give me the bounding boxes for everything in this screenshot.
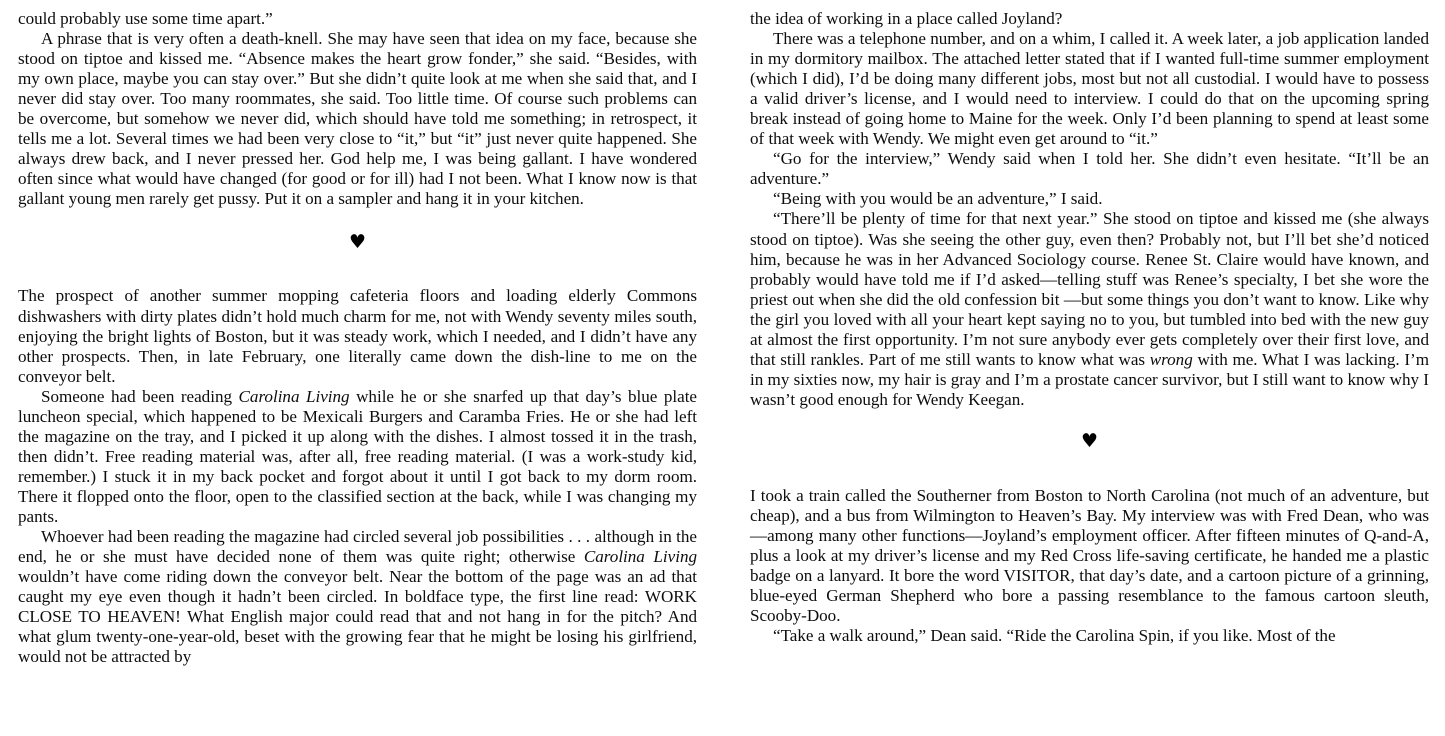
divider-top-spacer	[750, 410, 1429, 431]
heart-divider-icon: ♥	[348, 231, 367, 254]
paragraph-dialogue: “Take a walk around,” Dean said. “Ride the Carolina Spin, if you like. Most of the	[773, 626, 1336, 646]
magazine-title-italic: Carolina Living	[583, 547, 698, 567]
paragraph-continuation: the idea of working in a place called Joyland?	[750, 9, 1063, 28]
right-text-column	[750, 0, 1429, 646]
paragraph-dialogue: “Go for the interview,” Wendy said when I told her. She didn’t even hesitate. “It’ll be an adventure.”	[750, 149, 1429, 189]
magazine-title-italic: Carolina Living	[238, 386, 350, 406]
text-run: Whoever had been reading the magazine had circled several job possibilities . . . although in the end, he or she must have decided none of them was quite right; otherwise	[18, 527, 697, 567]
paragraph: I took a train called the Southerner from Boston to North Carolina (not much of an adventure, but cheap), and a bus from Wilmington to Heaven’s Bay. My interview was with Fred Dean, who was—among many other functions—Joyland’s employment officer. After fifteen minutes of Q-and-A, plus a look at my driver’s license and my Red Cross life-saving certificate, he handed me a plastic badge on a lanyard. It bore the word VISITOR, that day’s date, and a cartoon picture of a grinning, blue-eyed German Shepherd who bore a passing resemblance to the famous cartoon sleuth, Scooby-Doo.	[750, 485, 1429, 626]
text-run: wouldn’t have come riding down the conveyor belt. Near the bottom of the page was an ad that caught my eye even though it hadn’t been circled. In boldface type, the first line read: WORK CLOSE TO HEAVEN! What English major could read that and not hang in for the pitch? And what glum twenty-one-year-old, beset with the growing fear that he might be losing his girlfriend, would not be attracted by	[18, 567, 697, 667]
emphasis-italic: wrong	[1149, 349, 1193, 369]
paragraph: The prospect of another summer mopping cafeteria floors and loading elderly Commons dishwashers with dirty plates didn’t hold much charm for me, not with Wendy seventy miles south, enjoying the bright lights of Boston, but it was steady work, which I needed, and I didn’t have any other prospects. Then, in late February, one literally came down the dish-line to me on the conveyor belt.	[18, 286, 697, 386]
text-run: “There’ll be plenty of time for that next year.” She stood on tiptoe and kissed me (she always stood on tiptoe). Was she seeing the other guy, even then? Probably not, but I’ll bet she’d noticed him, because he was in her Advanced Sociology course. Renee St. Claire would have known, and probably would have told me if I’d asked—telling stuff was Renee’s specialty, I bet she wore the priest out when she did the old confession bit —but some things you don’t want to know. Like why the girl you loved with all your heart kept saying no to you, but tumbled into bed with the new guy at almost the first opportunity. I’m not sure anybody ever gets completely over their first love, and that still rankles. Part of me still wants to know what was	[750, 209, 1429, 369]
paragraph: A phrase that is very often a death-knell. She may have seen that idea on my face, because she stood on tiptoe and kissed me. “Absence makes the heart grow fonder,” she said. “Besides, with my own place, maybe you can stay over.” But she didn’t quite look at me when she said that, and I never did stay over. Too many roommates, she said. Too little time. Of course such problems can be overcome, but somehow we never did, which should have told me something; in retrospect, it tells me a lot. Several times we had been very close to “it,” but “it” just never quite happened. She always drew back, and I never pressed her. God help me, I was being gallant. I have wondered often since what would have changed (for good or for ill) had I not been. What I know now is that gallant young men rarely get pussy. Put it on a sampler and hang it in your kitchen.	[18, 29, 697, 209]
paragraph-continuation: could probably use some time apart.”	[18, 9, 273, 28]
right-column-top-spacer	[750, 0, 1429, 9]
paragraph-dialogue: “Being with you would be an adventure,” I said.	[773, 189, 1103, 209]
text-run: Someone had been reading	[41, 386, 239, 406]
divider-bottom-spacer	[18, 252, 697, 286]
paragraph-with-italic	[750, 209, 1429, 409]
left-column-top-spacer	[18, 0, 697, 9]
text-run: while he or she snarfed up that day’s blue plate luncheon special, which happened to be Mexicali Burgers and Caramba Fries. He or she had left the magazine on the tray, and I picked it up along with the dishes. I almost tossed it in the trash, then didn’t. Free reading material was, after all, free reading material. (I was a work-study kid, remember.) I stuck it in my back pocket and forgot about it until I got back to my dorm room. There it flopped onto the floor, open to the classified section at the back, while I was changing my pants.	[18, 386, 698, 526]
text-run: with me. What I was lacking. I’m in my sixties now, my hair is gray and I’m a prostate cancer survivor, but I still want to know why I wasn’t good enough for Wendy Keegan.	[750, 349, 1429, 409]
divider-bottom-spacer	[750, 451, 1429, 486]
paragraph: There was a telephone number, and on a whim, I called it. A week later, a job application landed in my dormitory mailbox. The attached letter stated that if I wanted full-time summer employment (which I did), I’d be doing many different jobs, most but not all custodial. I would have to possess a valid driver’s license, and I would need to interview. I could do that on the upcoming spring break instead of going home to Maine for the week. Only I’d been planning to spend at least some of that week with Wendy. We might even get around to “it.”	[750, 29, 1429, 149]
paragraph-with-italic	[18, 387, 697, 527]
heart-divider-icon: ♥	[1080, 429, 1099, 452]
paragraph-with-italic	[18, 527, 697, 667]
left-text-column	[18, 0, 697, 667]
divider-top-spacer	[18, 209, 697, 232]
